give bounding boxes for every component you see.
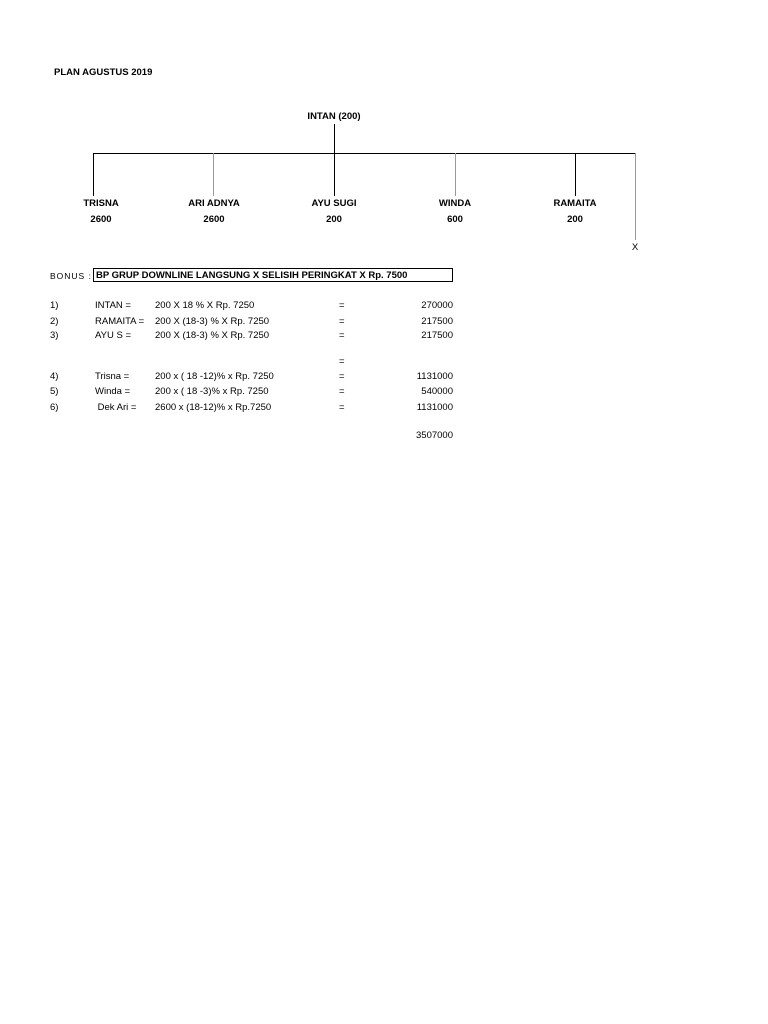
row-result: 540000	[421, 386, 453, 397]
row-name: AYU S =	[95, 330, 131, 341]
tree-node-name: TRISNA	[83, 198, 119, 209]
branch-line-ramaita	[575, 153, 576, 196]
tree-root: INTAN (200)	[307, 111, 361, 122]
row-result: 217500	[421, 316, 453, 327]
row-result: 270000	[421, 300, 453, 311]
row-expression: 200 X (18-3) % X Rp. 7250	[155, 330, 270, 341]
branch-line-ayu-sugi	[334, 153, 335, 196]
row-result: 1131000	[416, 402, 453, 413]
tree-node-value: 200	[326, 214, 342, 225]
row-equals: =	[339, 330, 345, 341]
branch-line-winda	[455, 153, 456, 196]
tree-end-marker: X	[631, 242, 639, 253]
tree-node-value: 2600	[203, 214, 225, 225]
row-number: 4)	[50, 371, 59, 382]
row-expression: 2600 x (18-12)% x Rp.7250	[155, 402, 272, 413]
row-number: 1)	[50, 300, 59, 311]
bonus-formula: BP GRUP DOWNLINE LANGSUNG X SELISIH PERINGKAT X Rp. 7500	[96, 270, 408, 281]
branch-line-trisna	[93, 153, 94, 196]
tree-node-value: 200	[567, 214, 583, 225]
row-expression: 200 X 18 % X Rp. 7250	[155, 300, 255, 311]
tree-node-name: ARI ADNYA	[188, 198, 240, 209]
tree-node-name: WINDA	[438, 198, 472, 209]
row-expression: 200 x ( 18 -12)% x Rp. 7250	[155, 371, 274, 382]
row-equals: =	[339, 356, 345, 367]
row-name: Trisna =	[95, 371, 130, 382]
row-expression: 200 x ( 18 -3)% x Rp. 7250	[155, 386, 269, 397]
row-result: 217500	[421, 330, 453, 341]
row-name: INTAN =	[95, 300, 131, 311]
bonus-label: BONUS :	[50, 271, 92, 281]
row-equals: =	[339, 386, 345, 397]
row-name: Winda =	[95, 386, 131, 397]
row-equals: =	[339, 316, 345, 327]
row-number: 6)	[50, 402, 59, 413]
total-value: 3507000	[416, 430, 453, 441]
row-number: 3)	[50, 330, 59, 341]
tree-node-name: RAMAITA	[553, 198, 597, 209]
root-connector	[334, 124, 335, 154]
row-name: RAMAITA =	[95, 316, 145, 327]
row-result: 1131000	[416, 371, 453, 382]
row-equals: =	[339, 300, 345, 311]
branch-line-x	[635, 153, 636, 240]
row-number: 5)	[50, 386, 59, 397]
row-equals: =	[339, 371, 345, 382]
page-title: PLAN AGUSTUS 2019	[54, 67, 153, 78]
row-expression: 200 X (18-3) % X Rp. 7250	[155, 316, 270, 327]
tree-horizontal-line	[93, 153, 635, 154]
tree-node-value: 600	[447, 214, 463, 225]
row-equals: =	[339, 402, 345, 413]
row-name: Dek Ari =	[95, 402, 137, 413]
tree-node-value: 2600	[90, 214, 112, 225]
tree-node-name: AYU SUGI	[311, 198, 357, 209]
row-number: 2)	[50, 316, 59, 327]
branch-line-ari-adnya	[213, 153, 214, 196]
